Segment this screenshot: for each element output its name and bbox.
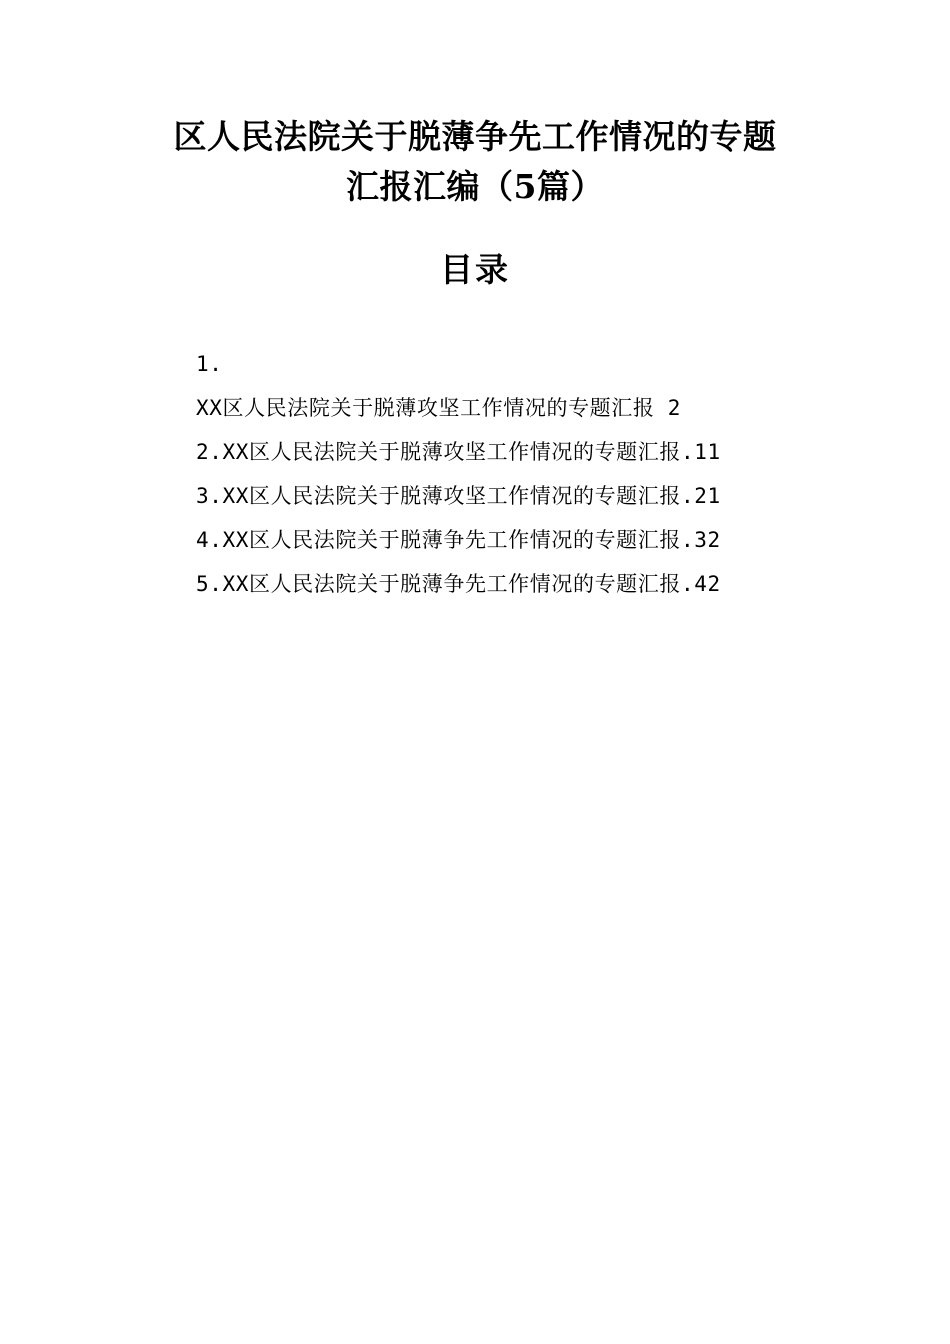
document-title: [140, 112, 810, 212]
toc-entry-2: 2.XX区人民法院关于脱薄攻坚工作情况的专题汇报.11: [196, 440, 721, 464]
toc-entry-5: 5.XX区人民法院关于脱薄争先工作情况的专题汇报.42: [196, 572, 721, 596]
title-line-1: 区人民法院关于脱薄争先工作情况的专题: [173, 117, 777, 156]
toc-entry-4: 4.XX区人民法院关于脱薄争先工作情况的专题汇报.32: [196, 528, 721, 552]
table-of-contents: [196, 342, 816, 606]
toc-entry-3: 3.XX区人民法院关于脱薄攻坚工作情况的专题汇报.21: [196, 484, 721, 508]
title-line-2: 汇报汇编（5篇）: [346, 167, 604, 206]
toc-entry-1-text: XX区人民法院关于脱薄攻坚工作情况的专题汇报 2: [196, 396, 681, 420]
toc-entry-1-number: 1.: [196, 352, 223, 376]
toc-heading: 目录: [440, 250, 510, 289]
